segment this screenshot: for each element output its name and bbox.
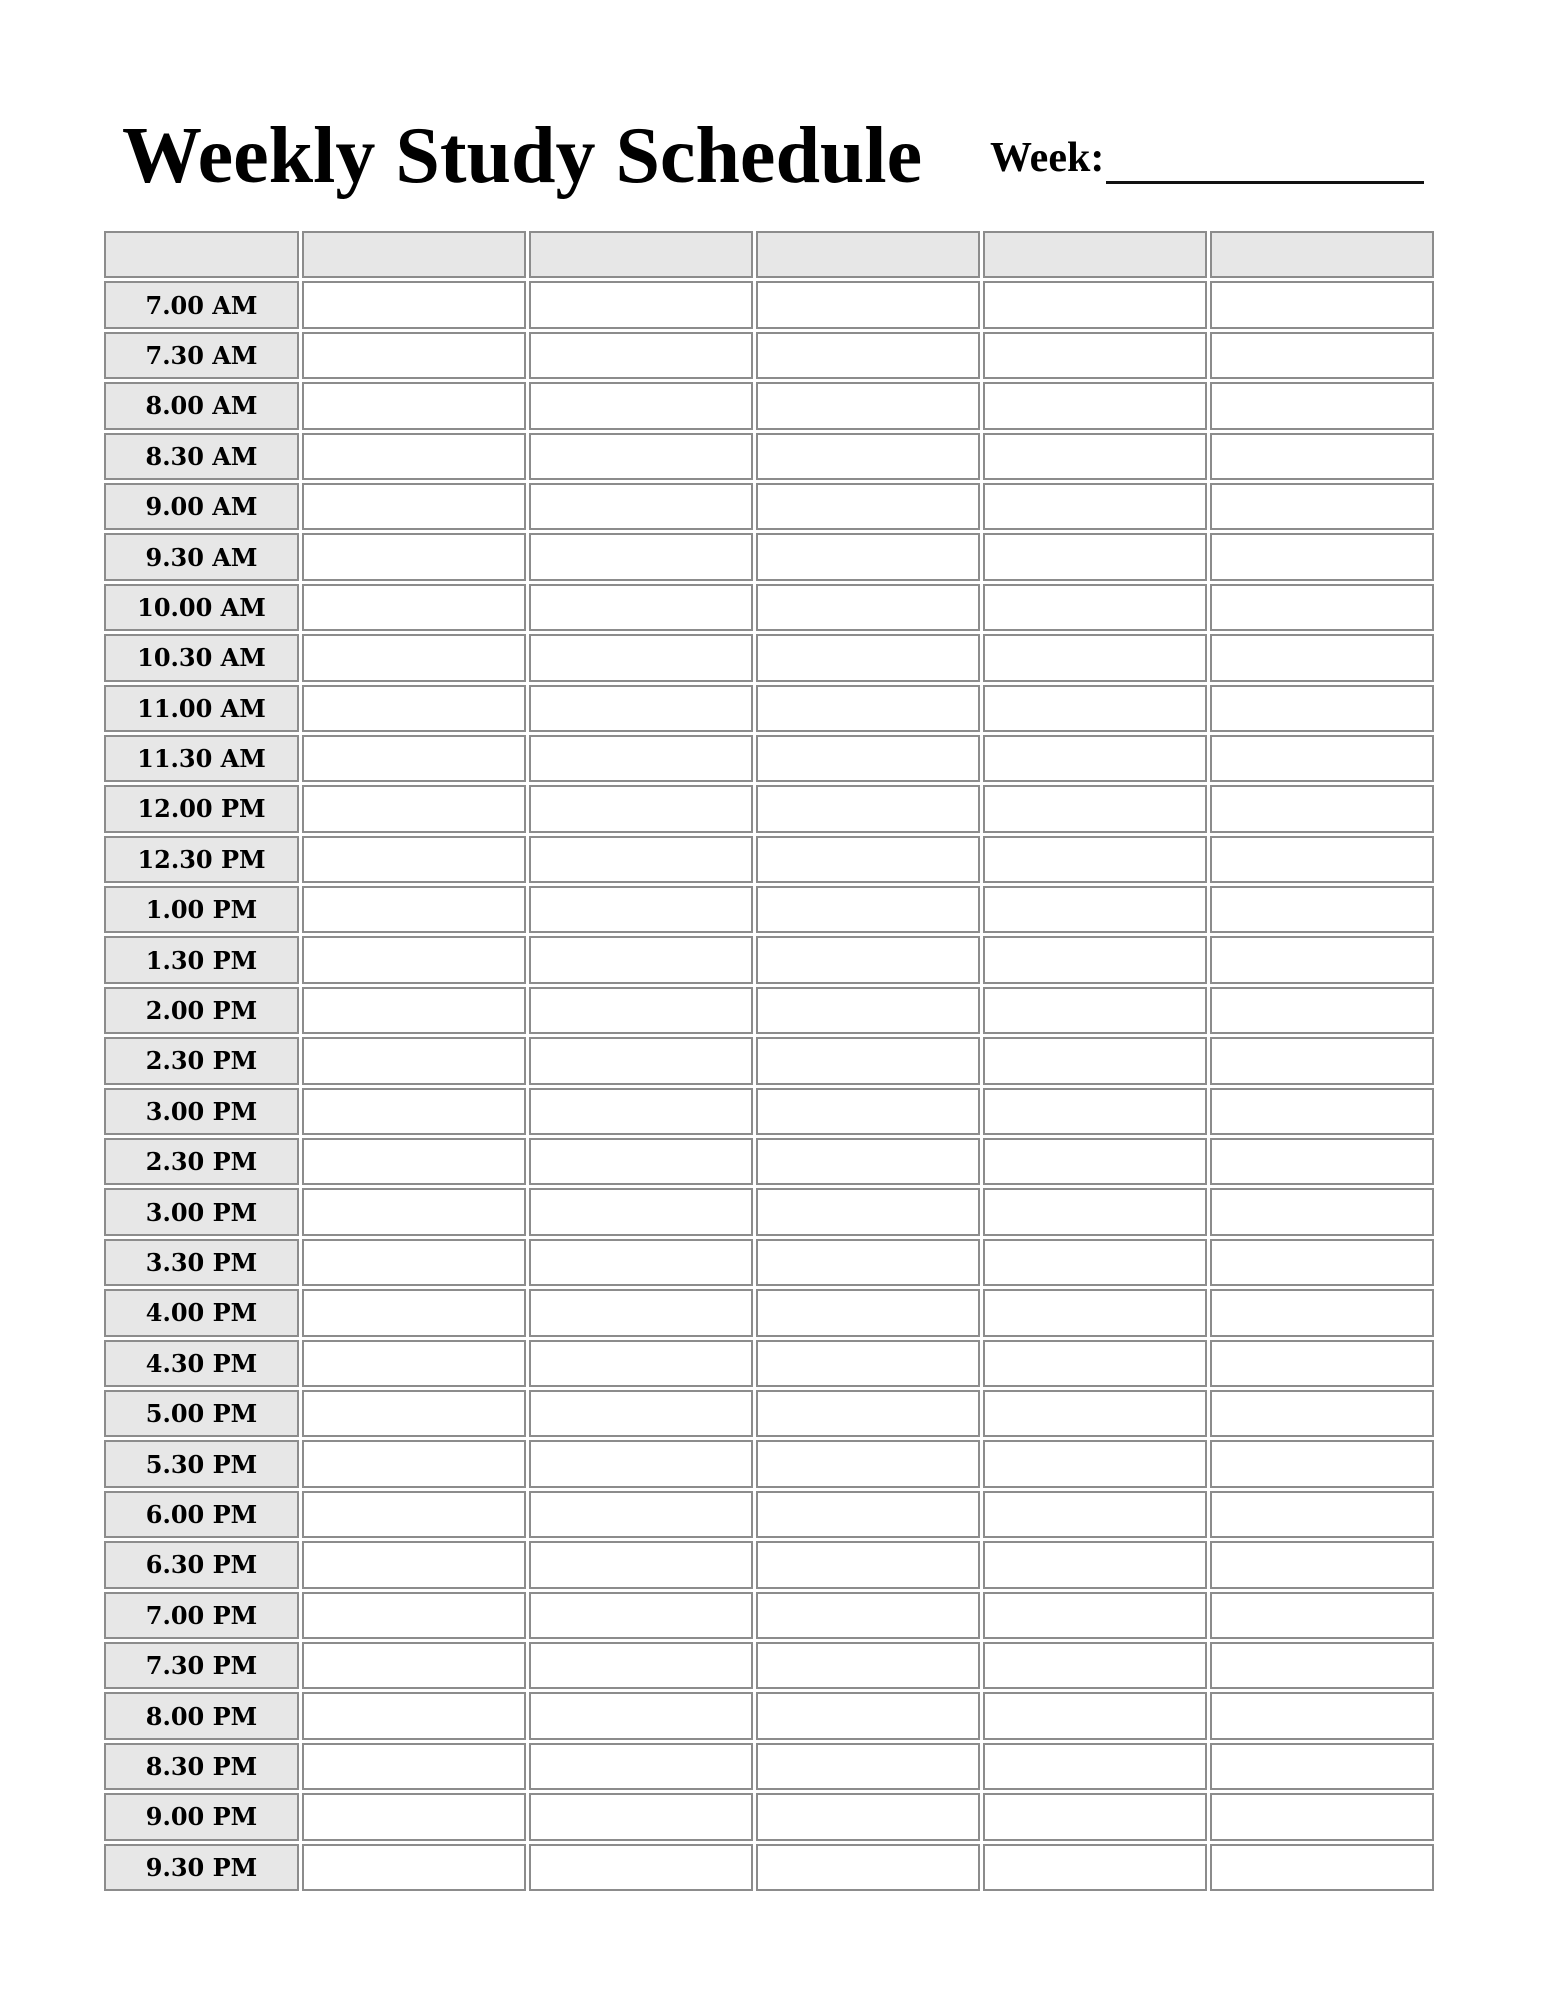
schedule-cell[interactable] [302, 1037, 526, 1084]
time-slot-label: 3.00 PM [104, 1188, 299, 1235]
schedule-cell[interactable] [302, 382, 526, 429]
schedule-cell[interactable] [529, 1188, 753, 1235]
schedule-cell[interactable] [756, 281, 980, 328]
schedule-cell[interactable] [983, 1440, 1207, 1487]
schedule-cell[interactable] [756, 1088, 980, 1135]
time-slot-label: 6.30 PM [104, 1541, 299, 1588]
schedule-cell[interactable] [983, 1844, 1207, 1891]
week-label: Week: [990, 135, 1105, 181]
schedule-cell[interactable] [756, 1491, 980, 1538]
schedule-cell[interactable] [1210, 1390, 1434, 1437]
schedule-cell[interactable] [983, 836, 1207, 883]
schedule-cell[interactable] [756, 836, 980, 883]
schedule-cell[interactable] [983, 1239, 1207, 1286]
schedule-cell[interactable] [756, 1743, 980, 1790]
schedule-cell[interactable] [529, 1037, 753, 1084]
schedule-cell[interactable] [529, 382, 753, 429]
schedule-cell[interactable] [983, 584, 1207, 631]
schedule-cell[interactable] [756, 1188, 980, 1235]
schedule-cell[interactable] [1210, 1088, 1434, 1135]
time-slot-label: 5.00 PM [104, 1390, 299, 1437]
day-header-cell[interactable] [1210, 231, 1434, 278]
schedule-cell[interactable] [1210, 433, 1434, 480]
schedule-cell[interactable] [756, 1037, 980, 1084]
time-slot-label: 10.30 AM [104, 634, 299, 681]
schedule-cell[interactable] [1210, 685, 1434, 732]
schedule-cell[interactable] [529, 1440, 753, 1487]
schedule-cell[interactable] [302, 785, 526, 832]
schedule-cell[interactable] [529, 483, 753, 530]
time-slot-label: 1.30 PM [104, 936, 299, 983]
time-slot-label: 5.30 PM [104, 1440, 299, 1487]
schedule-cell[interactable] [1210, 836, 1434, 883]
schedule-cell[interactable] [1210, 332, 1434, 379]
schedule-cell[interactable] [302, 1844, 526, 1891]
schedule-cell[interactable] [983, 936, 1207, 983]
schedule-cell[interactable] [756, 735, 980, 782]
schedule-cell[interactable] [302, 1541, 526, 1588]
time-slot-label: 6.00 PM [104, 1491, 299, 1538]
schedule-cell[interactable] [529, 332, 753, 379]
schedule-cell[interactable] [983, 1340, 1207, 1387]
time-slot-label: 11.30 AM [104, 735, 299, 782]
schedule-cell[interactable] [1210, 1743, 1434, 1790]
schedule-cell[interactable] [1210, 1138, 1434, 1185]
schedule-cell[interactable] [529, 987, 753, 1034]
schedule-cell[interactable] [302, 886, 526, 933]
time-slot-label: 9.00 AM [104, 483, 299, 530]
schedule-cell[interactable] [756, 1844, 980, 1891]
schedule-grid [104, 231, 1437, 1894]
schedule-cell[interactable] [756, 936, 980, 983]
header-corner-cell [104, 231, 299, 278]
time-slot-label: 7.00 PM [104, 1592, 299, 1639]
schedule-cell[interactable] [529, 1541, 753, 1588]
schedule-cell[interactable] [529, 1390, 753, 1437]
schedule-cell[interactable] [302, 936, 526, 983]
schedule-cell[interactable] [1210, 483, 1434, 530]
schedule-cell[interactable] [756, 433, 980, 480]
schedule-cell[interactable] [1210, 1844, 1434, 1891]
schedule-cell[interactable] [1210, 1037, 1434, 1084]
schedule-cell[interactable] [302, 987, 526, 1034]
schedule-cell[interactable] [529, 1289, 753, 1336]
page-title: Weekly Study Schedule [122, 112, 923, 200]
schedule-cell[interactable] [983, 382, 1207, 429]
schedule-cell[interactable] [983, 886, 1207, 933]
schedule-cell[interactable] [1210, 886, 1434, 933]
schedule-cell[interactable] [756, 1692, 980, 1739]
schedule-cell[interactable] [983, 785, 1207, 832]
schedule-cell[interactable] [1210, 1793, 1434, 1840]
week-input-line[interactable] [1106, 135, 1424, 184]
schedule-cell[interactable] [302, 1440, 526, 1487]
schedule-cell[interactable] [529, 1491, 753, 1538]
schedule-cell[interactable] [1210, 735, 1434, 782]
schedule-cell[interactable] [756, 332, 980, 379]
schedule-cell[interactable] [529, 735, 753, 782]
schedule-cell[interactable] [529, 1692, 753, 1739]
schedule-cell[interactable] [983, 533, 1207, 580]
schedule-cell[interactable] [302, 1592, 526, 1639]
schedule-cell[interactable] [302, 836, 526, 883]
day-header-cell[interactable] [529, 231, 753, 278]
schedule-cell[interactable] [756, 1340, 980, 1387]
time-slot-label: 9.30 AM [104, 533, 299, 580]
schedule-cell[interactable] [529, 1138, 753, 1185]
schedule-cell[interactable] [529, 886, 753, 933]
schedule-cell[interactable] [983, 1592, 1207, 1639]
time-slot-label: 7.30 PM [104, 1642, 299, 1689]
schedule-cell[interactable] [302, 735, 526, 782]
schedule-cell[interactable] [756, 685, 980, 732]
time-slot-label: 7.00 AM [104, 281, 299, 328]
schedule-cell[interactable] [1210, 1440, 1434, 1487]
schedule-cell[interactable] [302, 1340, 526, 1387]
schedule-cell[interactable] [983, 735, 1207, 782]
schedule-cell[interactable] [1210, 1289, 1434, 1336]
schedule-cell[interactable] [756, 987, 980, 1034]
time-slot-label: 9.00 PM [104, 1793, 299, 1840]
schedule-cell[interactable] [302, 1088, 526, 1135]
schedule-cell[interactable] [983, 1793, 1207, 1840]
schedule-cell[interactable] [529, 584, 753, 631]
schedule-cell[interactable] [302, 483, 526, 530]
schedule-cell[interactable] [756, 1793, 980, 1840]
time-slot-label: 4.30 PM [104, 1340, 299, 1387]
schedule-cell[interactable] [302, 332, 526, 379]
schedule-cell[interactable] [529, 1793, 753, 1840]
schedule-cell[interactable] [1210, 1592, 1434, 1639]
schedule-cell[interactable] [983, 1642, 1207, 1689]
time-slot-label: 8.30 AM [104, 433, 299, 480]
schedule-cell[interactable] [302, 1692, 526, 1739]
schedule-cell[interactable] [302, 1289, 526, 1336]
schedule-cell[interactable] [302, 1793, 526, 1840]
schedule-cell[interactable] [302, 1642, 526, 1689]
time-slot-label: 12.30 PM [104, 836, 299, 883]
schedule-cell[interactable] [756, 1390, 980, 1437]
schedule-cell[interactable] [756, 1642, 980, 1689]
schedule-cell[interactable] [1210, 634, 1434, 681]
schedule-cell[interactable] [302, 1188, 526, 1235]
schedule-cell[interactable] [756, 886, 980, 933]
time-slot-label: 3.30 PM [104, 1239, 299, 1286]
schedule-cell[interactable] [529, 836, 753, 883]
schedule-cell[interactable] [983, 1743, 1207, 1790]
schedule-cell[interactable] [529, 1743, 753, 1790]
schedule-cell[interactable] [529, 936, 753, 983]
schedule-cell[interactable] [529, 433, 753, 480]
time-slot-label: 2.30 PM [104, 1037, 299, 1084]
schedule-cell[interactable] [529, 1592, 753, 1639]
schedule-cell[interactable] [1210, 1541, 1434, 1588]
schedule-cell[interactable] [983, 1037, 1207, 1084]
schedule-cell[interactable] [302, 1743, 526, 1790]
schedule-cell[interactable] [302, 1390, 526, 1437]
schedule-cell[interactable] [1210, 584, 1434, 631]
time-slot-label: 2.30 PM [104, 1138, 299, 1185]
schedule-cell[interactable] [983, 1390, 1207, 1437]
schedule-cell[interactable] [983, 1138, 1207, 1185]
schedule-cell[interactable] [529, 785, 753, 832]
schedule-cell[interactable] [529, 634, 753, 681]
schedule-cell[interactable] [529, 1642, 753, 1689]
schedule-cell[interactable] [302, 584, 526, 631]
schedule-cell[interactable] [983, 281, 1207, 328]
time-slot-label: 8.30 PM [104, 1743, 299, 1790]
schedule-cell[interactable] [302, 433, 526, 480]
time-slot-label: 9.30 PM [104, 1844, 299, 1891]
schedule-cell[interactable] [302, 634, 526, 681]
schedule-cell[interactable] [756, 1239, 980, 1286]
time-slot-label: 11.00 AM [104, 685, 299, 732]
schedule-cell[interactable] [302, 533, 526, 580]
schedule-cell[interactable] [1210, 1642, 1434, 1689]
schedule-cell[interactable] [1210, 382, 1434, 429]
schedule-cell[interactable] [983, 433, 1207, 480]
schedule-cell[interactable] [1210, 1692, 1434, 1739]
time-slot-label: 4.00 PM [104, 1289, 299, 1336]
schedule-cell[interactable] [756, 1440, 980, 1487]
schedule-cell[interactable] [983, 1541, 1207, 1588]
schedule-cell[interactable] [756, 1138, 980, 1185]
schedule-cell[interactable] [983, 1491, 1207, 1538]
schedule-cell[interactable] [302, 1239, 526, 1286]
schedule-cell[interactable] [529, 533, 753, 580]
schedule-cell[interactable] [983, 1188, 1207, 1235]
schedule-cell[interactable] [1210, 785, 1434, 832]
schedule-cell[interactable] [529, 685, 753, 732]
schedule-cell[interactable] [1210, 987, 1434, 1034]
schedule-cell[interactable] [1210, 533, 1434, 580]
schedule-cell[interactable] [756, 1289, 980, 1336]
week-field [990, 132, 1424, 184]
time-slot-label: 2.00 PM [104, 987, 299, 1034]
schedule-cell[interactable] [1210, 936, 1434, 983]
schedule-cell[interactable] [1210, 281, 1434, 328]
schedule-cell[interactable] [529, 1088, 753, 1135]
time-slot-label: 3.00 PM [104, 1088, 299, 1135]
schedule-cell[interactable] [756, 1592, 980, 1639]
schedule-cell[interactable] [756, 634, 980, 681]
schedule-cell[interactable] [529, 1340, 753, 1387]
schedule-cell[interactable] [756, 785, 980, 832]
schedule-cell[interactable] [983, 332, 1207, 379]
schedule-cell[interactable] [983, 1088, 1207, 1135]
schedule-cell[interactable] [302, 685, 526, 732]
schedule-cell[interactable] [302, 1138, 526, 1185]
schedule-cell[interactable] [529, 281, 753, 328]
schedule-cell[interactable] [1210, 1340, 1434, 1387]
schedule-cell[interactable] [983, 1692, 1207, 1739]
schedule-cell[interactable] [1210, 1491, 1434, 1538]
schedule-cell[interactable] [983, 634, 1207, 681]
time-slot-label: 10.00 AM [104, 584, 299, 631]
day-header-cell[interactable] [302, 231, 526, 278]
time-slot-label: 7.30 AM [104, 332, 299, 379]
schedule-cell[interactable] [302, 1491, 526, 1538]
schedule-cell[interactable] [983, 987, 1207, 1034]
schedule-cell[interactable] [756, 533, 980, 580]
time-slot-label: 1.00 PM [104, 886, 299, 933]
day-header-cell[interactable] [756, 231, 980, 278]
schedule-cell[interactable] [1210, 1239, 1434, 1286]
schedule-cell[interactable] [756, 584, 980, 631]
schedule-cell[interactable] [756, 1541, 980, 1588]
schedule-cell[interactable] [756, 483, 980, 530]
time-slot-label: 8.00 AM [104, 382, 299, 429]
schedule-cell[interactable] [756, 382, 980, 429]
schedule-cell[interactable] [302, 281, 526, 328]
schedule-cell[interactable] [529, 1239, 753, 1286]
schedule-cell[interactable] [983, 1289, 1207, 1336]
time-slot-label: 8.00 PM [104, 1692, 299, 1739]
schedule-cell[interactable] [983, 685, 1207, 732]
schedule-cell[interactable] [1210, 1188, 1434, 1235]
schedule-cell[interactable] [529, 1844, 753, 1891]
schedule-cell[interactable] [983, 483, 1207, 530]
time-slot-label: 12.00 PM [104, 785, 299, 832]
day-header-cell[interactable] [983, 231, 1207, 278]
